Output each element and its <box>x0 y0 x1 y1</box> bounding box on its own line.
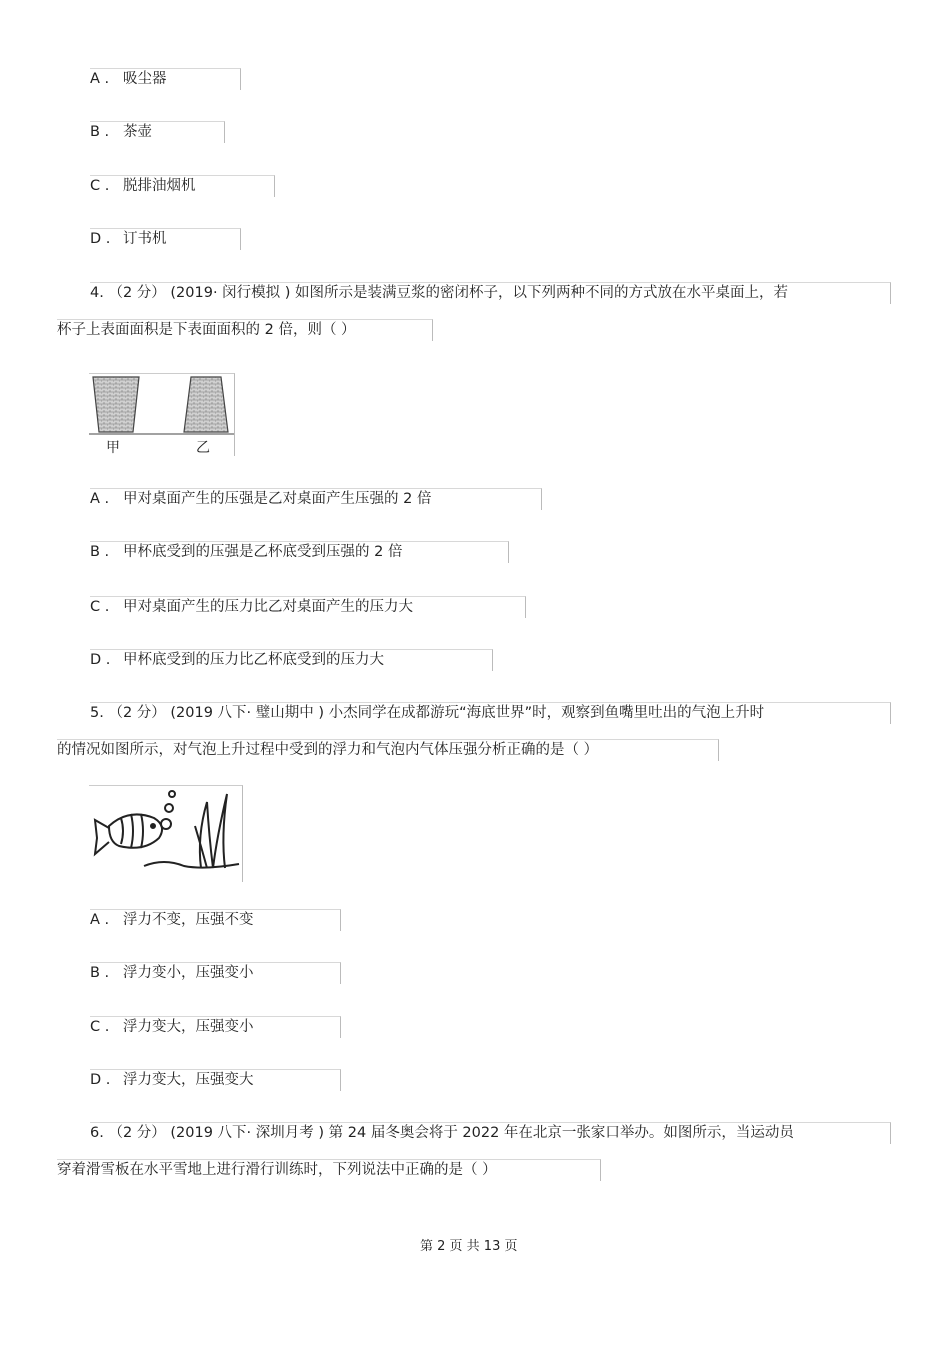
option-text: 吸尘器 <box>123 71 167 87</box>
q4-option-b <box>90 541 509 563</box>
fig-label-jia: 甲 <box>106 440 120 456</box>
option-letter: D . <box>90 231 111 247</box>
option-text: 浮力变大，压强变小 <box>123 1019 254 1035</box>
option-letter: D . <box>90 652 111 668</box>
page-footer: 第 2 页 共 13 页 <box>420 1239 518 1254</box>
q3-option-a <box>90 68 241 90</box>
fish-bubbles-illustration <box>89 786 242 882</box>
option-letter: B . <box>90 965 110 981</box>
option-letter: C . <box>90 599 110 615</box>
option-text: 浮力变小，压强变小 <box>123 965 254 981</box>
option-text: 脱排油烟机 <box>123 178 196 194</box>
option-letter: D . <box>90 1072 111 1088</box>
q5-stem-line1: 5. （2 分） (2019 八下· 璧山期中 ) 小杰同学在成都游玩“海底世界”时，观察到鱼嘴里吐出的气泡上升时 <box>90 702 891 724</box>
option-text: 订书机 <box>123 231 167 247</box>
q5-option-a <box>90 909 341 931</box>
q3-option-c <box>90 175 275 197</box>
option-letter: B . <box>90 124 110 140</box>
q6-stem-line1: 6. （2 分） (2019 八下· 深圳月考 ) 第 24 届冬奥会将于 2022 年在北京一张家口举办。如图所示，当运动员 <box>90 1122 891 1144</box>
fig-label-yi: 乙 <box>196 440 210 456</box>
option-letter: C . <box>90 1019 110 1035</box>
q4-stem-line2: 杯子上表面面积是下表面面积的 2 倍，则（ ） <box>57 319 433 341</box>
option-letter: A . <box>90 491 110 507</box>
option-letter: A . <box>90 71 110 87</box>
q5-option-b <box>90 962 341 984</box>
option-text: 浮力不变，压强不变 <box>123 912 254 928</box>
q5-stem-line2: 的情况如图所示，对气泡上升过程中受到的浮力和气泡内气体压强分析正确的是（ ） <box>57 739 719 761</box>
q6-stem-line2: 穿着滑雪板在水平雪地上进行滑行训练时，下列说法中正确的是（ ） <box>57 1159 601 1181</box>
q3-option-d <box>90 228 241 250</box>
option-text: 甲杯底受到的压力比乙杯底受到的压力大 <box>123 652 384 668</box>
q5-option-d <box>90 1069 341 1091</box>
q5-option-c <box>90 1016 341 1038</box>
q3-option-b <box>90 121 225 143</box>
option-letter: A . <box>90 912 110 928</box>
q4-stem-line1: 4. （2 分） (2019· 闵行模拟 ) 如图所示是装满豆浆的密闭杯子，以下列两种不同的方式放在水平桌面上，若 <box>90 282 891 304</box>
option-text: 甲杯底受到的压强是乙杯底受到压强的 2 倍 <box>123 544 403 560</box>
option-text: 甲对桌面产生的压强是乙对桌面产生压强的 2 倍 <box>123 491 432 507</box>
option-letter: B . <box>90 544 110 560</box>
q4-option-a <box>90 488 542 510</box>
q4-option-c <box>90 596 526 618</box>
q5-fish-figure <box>89 785 243 882</box>
option-text: 茶壶 <box>123 124 152 140</box>
option-text: 浮力变大，压强变大 <box>123 1072 254 1088</box>
q4-cups-figure <box>89 373 235 456</box>
option-letter: C . <box>90 178 110 194</box>
option-text: 甲对桌面产生的压力比乙对桌面产生的压力大 <box>123 599 413 615</box>
q4-option-d <box>90 649 493 671</box>
